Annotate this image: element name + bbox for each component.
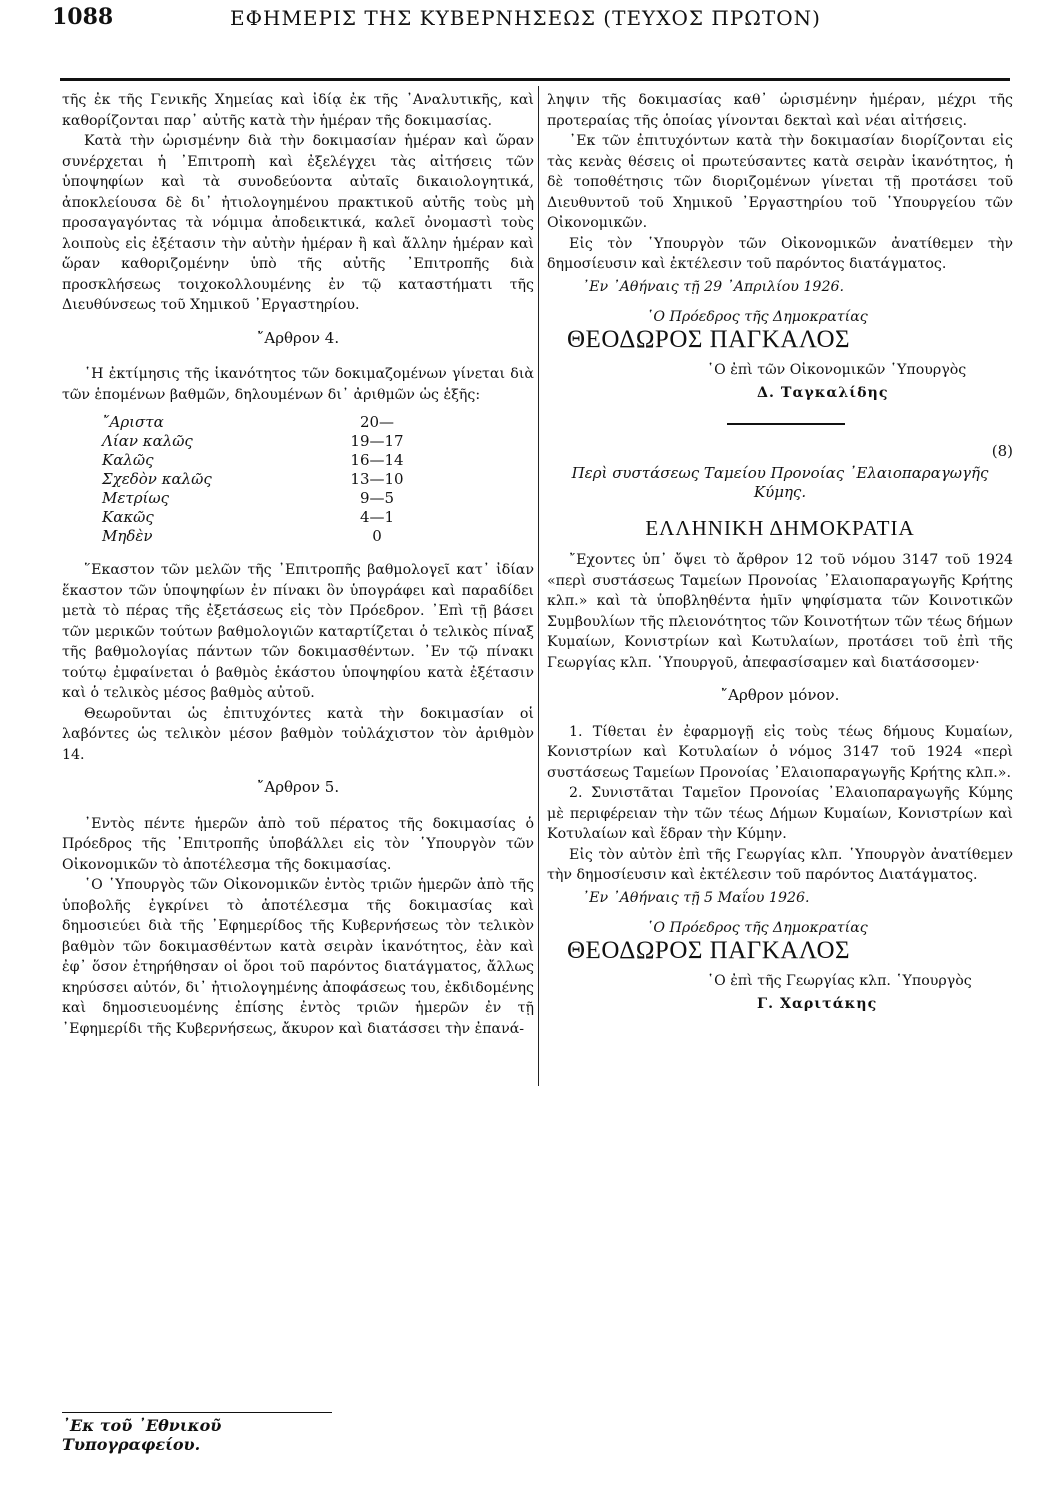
grade-value: 4—1 [359,508,395,526]
minister-role: ῾Ο ἐπὶ τῆς Γεωργίας κλπ. ῾Υπουργὸς [707,973,972,989]
paragraph: ῾Ο ῾Υπουργὸς τῶν Οἰκονομικῶν ἐντὸς τριῶν ἡμερῶν ἀπὸ τῆς ὑποβολῆς ἐγκρίνει τὸ ἀποτέλεσμα τῆς δοκιμασίας καὶ δημοσιεύει διὰ τῆς ᾿Εφημερίδος τῆς Κυβερνήσεως τὸν τελικὸν βαθμὸν τῶν δοκιμασθέντων κατὰ σειρὰν ἱκανότητος, ἐὰν καὶ ἐφ᾿ ὅσον ἐτηρήθησαν οἱ ὅροι τοῦ παρόντος διατάγματος, ἄλλως κηρύσσει αὐτόν, δι᾿ ἠτιολογημένης ἀποφάσεως του, ἐκδιδομένης καὶ δημοσιευομένης ἐπίσης ἐντὸς τριῶν ἡμερῶν ἐν τῇ ᾿Εφημερίδι τῆς Κυβερνήσεως, ἄκυρον καὶ διατάσσει τὴν ἐπανά- [62,877,534,1037]
paragraph: 2. Συνιστᾶται Ταμεῖον Προνοίας ᾿Ελαιοπαραγωγῆς Κύμης μὲ περιφέρειαν τὴν τῶν τέως Δήμων Κυμαίων, Κονιστρίων καὶ Κοτυλαίων καὶ ἕδραν τὴν Κύμην. [547,785,1013,842]
grade-label: Σχεδὸν καλῶς [102,470,212,488]
president-role: ῾Ο Πρόεδρος τῆς Δημοκρατίας [646,920,868,936]
grade-row [102,470,437,489]
paragraph: ῞Εκαστον τῶν μελῶν τῆς ᾿Επιτροπῆς βαθμολογεῖ κατ᾿ ἰδίαν ἕκαστον τῶν ὑποψηφίων ἐν πίνακι ὃν ὑπογράφει καὶ παραδίδει μετὰ τὸ πέρας τῆς ἐξετάσεως εἰς τὸν Πρόεδρον. ᾿Επὶ τῇ βάσει τῶν μερικῶν τούτων βαθμολογιῶν καταρτίζεται ὁ τελικὸς πίναξ τῆς βαθμολογίας πάντων τῶν δοκιμασθέντων. ᾿Εν τῷ πίνακι τούτῳ ἐμφαίνεται ὁ βαθμὸς ἑκάστου ὑποψηφίου κατὰ ἐξέτασιν καὶ ὁ τελικὸς μέσος βαθμὸς αὐτοῦ. [62,562,534,701]
grade-label: Μετρίως [102,489,170,507]
column-divider [538,86,539,1086]
paragraph: ληψιν τῆς δοκιμασίας καθ᾿ ὡρισμένην ἡμέραν, μέχρι τῆς προτεραίας τῆς ὁποίας γίνονται δεκταὶ καὶ νέαι αἰτήσεις. [547,92,1013,129]
grade-row [102,413,437,432]
article-4-heading: ῎Αρθρον 4. [256,328,340,347]
running-title: ΕΦΗΜΕΡΙΣ ΤΗΣ ΚΥΒΕΡΝΗΣΕΩΣ (ΤΕΥΧΟΣ ΠΡΩΤΟΝ) [230,6,821,30]
president-role: ῾Ο Πρόεδρος τῆς Δημοκρατίας [646,309,868,325]
section-separator [727,423,845,425]
grade-value: 0 [372,527,382,545]
grade-label: Κακῶς [102,508,154,526]
signature-date: ᾿Εν ᾿Αθήναις τῇ 5 Μαΐου 1926. [582,889,810,906]
president-name: ΘΕΟΔΩΡΟΣ ΠΑΓΚΑΛΟΣ [567,936,851,964]
grade-row [102,508,437,527]
paragraph: Θεωροῦνται ὡς ἐπιτυχόντες κατὰ τὴν δοκιμασίαν οἱ λαβόντες ὡς τελικὸν μέσον βαθμὸν τοὐλάχιστον τὸν ἀριθμὸν 14. [62,705,534,763]
printer-imprint: ᾿Εκ τοῦ ᾿Εθνικοῦ Τυπογραφείου. [62,1412,332,1454]
paragraph: ῾Η ἐκτίμησις τῆς ἱκανότητος τῶν δοκιμαζομένων γίνεται διὰ τῶν ἑπομένων βαθμῶν, δηλουμένων δι᾿ ἀριθμῶν ὡς ἑξῆς: [62,366,534,403]
republic-heading: ΕΛΛΗΝΙΚΗ ΔΗΜΟΚΡΑΤΙΑ [645,515,915,540]
decree-title: Περὶ συστάσεως Ταμείου Προνοίας ᾿Ελαιοπαραγωγῆς Κύμης. [571,463,989,501]
paragraph: ᾿Εντὸς πέντε ἡμερῶν ἀπὸ τοῦ πέρατος τῆς δοκιμασίας ὁ Πρόεδρος τῆς ᾿Επιτροπῆς ὑποβάλλει εἰς τὸν ῾Υπουργὸν τῶν Οἰκονομικῶν τὸ ἀποτέλεσμα τῆς δοκιμασίας. [62,815,534,873]
president-name: ΘΕΟΔΩΡΟΣ ΠΑΓΚΑΛΟΣ [567,325,851,353]
signature-date: ᾿Εν ᾿Αθήναις τῇ 29 ᾿Απριλίου 1926. [582,278,845,295]
grade-row [102,451,437,470]
right-column [547,90,1013,1014]
grade-row [102,527,437,546]
grade-value: 16—14 [350,451,404,469]
article-heading: ῎Αρθρον μόνον. [720,686,840,704]
grade-value: 20— [359,413,395,431]
paragraph: Εἰς τὸν αὐτὸν ἐπὶ τῆς Γεωργίας κλπ. ῾Υπουργὸν ἀνατίθεμεν τὴν δημοσίευσιν καὶ ἐκτέλεσιν τοῦ παρόντος Διατάγματος. [547,846,1013,883]
minister-name: Δ. Ταγκαλίδης [757,384,889,401]
header-rule [60,78,1010,81]
grade-label: Λίαν καλῶς [102,432,193,450]
signature-block [547,277,1013,404]
grade-label: Μηδὲν [102,527,153,545]
grade-label: Καλῶς [102,451,154,469]
paragraph: Εἰς τὸν ῾Υπουργὸν τῶν Οἰκονομικῶν ἀνατίθεμεν τὴν δημοσίευσιν καὶ ἐκτέλεσιν τοῦ παρόντος διατάγματος. [547,235,1013,272]
page-header [60,40,1000,76]
page-number: 1088 [52,4,114,30]
minister-name: Γ. Χαριτάκης [757,995,878,1012]
grade-row [102,489,437,508]
grade-label: ῎Αριστα [102,413,164,431]
decree-number: (8) [991,442,1013,460]
paragraph: ᾿Εκ τῶν ἐπιτυχόντων κατὰ τὴν δοκιμασίαν διορίζονται εἰς τὰς κενὰς θέσεις οἱ πρωτεύσαντες κατὰ σειρὰν ἱκανότητος, ἡ δὲ τοποθέτησις τῶν διοριζομένων γίνεται τῇ προτάσει τοῦ Διευθυντοῦ τοῦ Χημικοῦ ᾿Εργαστηρίου τοῦ ῾Υπουργείου τῶν Οἰκονομικῶν. [547,133,1013,231]
paragraph: τῆς ἐκ τῆς Γενικῆς Χημείας καὶ ἰδίᾳ ἐκ τῆς ᾿Αναλυτικῆς, καὶ καθορίζονται παρ᾿ αὐτῆς κατὰ τὴν ἡμέραν τῆς δοκιμασίας. [62,92,534,129]
signature-block [547,888,1013,1015]
grade-row [102,432,437,451]
paragraph: ῎Εχοντες ὑπ᾿ ὄψει τὸ ἄρθρον 12 τοῦ νόμου 3147 τοῦ 1924 «περὶ συστάσεως Ταμείων Προνοίας ᾿Ελαιοπαραγωγῆς Κρήτης κλπ.» καὶ τὰ ὑποβληθέντα ἡμῖν ψηφίσματα τῶν Κοινοτικῶν Συμβουλίων τῆς πλειονότητος τῶν Κοινοτήτων τῶν τέως δήμων Κυμαίων, Κονιστρίων καὶ Κωτυλαίων, προτάσει τοῦ ἐπὶ τῆς Γεωργίας κλπ. ῾Υπουργοῦ, ἀπεφασίσαμεν καὶ διατάσσομεν· [547,552,1013,671]
article-5-heading: ῎Αρθρον 5. [256,778,340,796]
paragraph: Κατὰ τὴν ὡρισμένην διὰ τὴν δοκιμασίαν ἡμέραν καὶ ὥραν συνέρχεται ἡ ᾿Επιτροπὴ καὶ ἐξελέγχει τὰς αἰτήσεις τῶν ὑποψηφίων καὶ τὰ συνοδεύοντα αὐταῖς δικαιολογητικά, ἀποκλείουσα δὲ δι᾿ ἠτιολογημένου πρακτικοῦ αὐτῆς τοὺς μὴ προσαγαγόντας τὰ νόμιμα ἀποδεικτικά, καλεῖ ὀνομαστὶ τοὺς λοιποὺς εἰς ἐξέτασιν τὴν αὐτὴν ἡμέραν ἢ καὶ ἄλλην ἡμέραν καὶ ὥραν καθοριζομένην ὑπὸ τῆς αὐτῆς ᾿Επιτροπῆς διὰ προσκλήσεως τοιχοκολλουμένης ἐν τῷ καταστήματι τῆς Διευθύνσεως τοῦ Χημικοῦ ᾿Εργαστηρίου. [62,133,534,313]
paragraph: 1. Τίθεται ἐν ἐφαρμογῇ εἰς τοὺς τέως δήμους Κυμαίων, Κονιστρίων καὶ Κοτυλαίων ὁ νόμος 3147 τοῦ 1924 «περὶ συστάσεως Ταμείων Προνοίας ᾿Ελαιοπαραγωγῆς Κρήτης κλπ.». [547,723,1013,781]
grade-value: 13—10 [350,470,404,488]
left-column [62,90,534,1039]
grade-value: 19—17 [350,432,404,450]
grade-table [102,413,437,546]
grade-value: 9—5 [359,489,395,507]
minister-role: ῾Ο ἐπὶ τῶν Οἰκονομικῶν ῾Υπουργὸς [707,362,967,378]
